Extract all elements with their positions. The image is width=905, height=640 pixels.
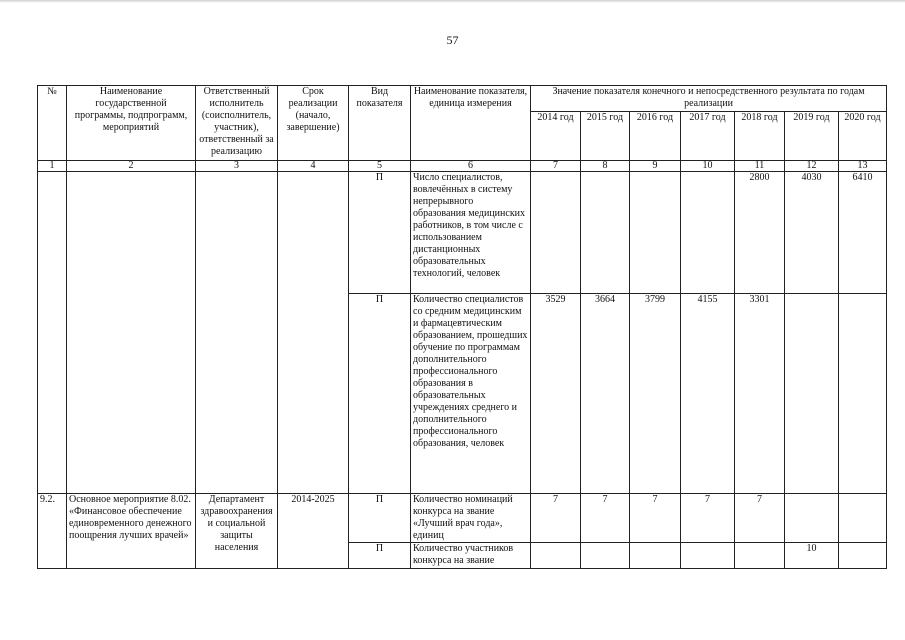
header-year-2016: 2016 год: [630, 112, 681, 161]
value-cell: [839, 294, 887, 494]
value-cell: [839, 543, 887, 569]
value-cell: 3664: [581, 294, 630, 494]
table-row: [38, 172, 887, 294]
value-cell: 4155: [681, 294, 735, 494]
indicators-table: [37, 85, 887, 569]
indicator-type: П: [349, 543, 411, 569]
header-program: Наименование государственной программы, подпрограмм, мероприятий: [67, 86, 196, 161]
indicator-name: Число специалистов, вовлечённых в систему непрерывного образования медицинских работников, в том числе с использованием дистанционных образовательных технологий, человек: [411, 172, 531, 294]
scan-edge: [0, 0, 905, 3]
page-number: 57: [446, 33, 459, 47]
header-type: Вид показателя: [349, 86, 411, 161]
column-number: 4: [278, 161, 349, 172]
header-year-2015: 2015 год: [581, 112, 630, 161]
column-number: 5: [349, 161, 411, 172]
empty-cell: [67, 172, 196, 494]
column-number: 2: [67, 161, 196, 172]
value-cell: [839, 494, 887, 543]
header-term: Срок реализации (начало, завершение): [278, 86, 349, 161]
value-cell: [681, 172, 735, 294]
value-cell: [630, 172, 681, 294]
column-number: 6: [411, 161, 531, 172]
header-number: №: [38, 86, 67, 161]
indicator-type: П: [349, 294, 411, 494]
implementation-term: 2014-2025: [278, 494, 349, 569]
value-cell: [785, 494, 839, 543]
empty-cell: [278, 172, 349, 494]
column-number: 9: [630, 161, 681, 172]
value-cell: [630, 543, 681, 569]
column-number: 10: [681, 161, 735, 172]
value-cell: 3301: [735, 294, 785, 494]
indicator-type: П: [349, 172, 411, 294]
column-number: 12: [785, 161, 839, 172]
value-cell: [681, 543, 735, 569]
column-number: 13: [839, 161, 887, 172]
column-number: 7: [531, 161, 581, 172]
table-row: [38, 494, 887, 543]
header-year-2017: 2017 год: [681, 112, 735, 161]
header-year-2020: 2020 год: [839, 112, 887, 161]
value-cell: 3529: [531, 294, 581, 494]
value-cell: [785, 294, 839, 494]
indicator-name: Количество участников конкурса на звание: [411, 543, 531, 569]
executor-name: Департамент здравоохранения и социальной защиты населения: [196, 494, 278, 569]
column-number: 3: [196, 161, 278, 172]
empty-cell: [38, 172, 67, 494]
value-cell: [531, 543, 581, 569]
column-number: 11: [735, 161, 785, 172]
column-numbers-row: [38, 161, 887, 172]
header-values: Значение показателя конечного и непосредственного результата по годам реализации: [531, 86, 887, 112]
value-cell: [581, 543, 630, 569]
indicator-type: П: [349, 494, 411, 543]
value-cell: 4030: [785, 172, 839, 294]
program-name: Основное мероприятие 8.02. «Финансовое обеспечение единовременного денежного поощрения лучших врачей»: [67, 494, 196, 569]
value-cell: 7: [531, 494, 581, 543]
value-cell: 7: [581, 494, 630, 543]
column-number: 8: [581, 161, 630, 172]
value-cell: 7: [630, 494, 681, 543]
value-cell: [531, 172, 581, 294]
empty-cell: [196, 172, 278, 494]
value-cell: 7: [681, 494, 735, 543]
header-year-2018: 2018 год: [735, 112, 785, 161]
indicator-name: Количество специалистов со средним медицинским и фармацевтическим образованием, прошедших обучение по программам дополнительного профессионального образования в образовательных учреждениях среднего и дополнительного профессионального образования, человек: [411, 294, 531, 494]
header-executor: Ответственный исполнитель (соисполнитель, участник), ответственный за реализацию: [196, 86, 278, 161]
value-cell: 6410: [839, 172, 887, 294]
header-year-2014: 2014 год: [531, 112, 581, 161]
header-indicator: Наименование показателя, единица измерения: [411, 86, 531, 161]
value-cell: 2800: [735, 172, 785, 294]
row-number: 9.2.: [38, 494, 67, 569]
header-year-2019: 2019 год: [785, 112, 839, 161]
value-cell: [735, 543, 785, 569]
value-cell: 7: [735, 494, 785, 543]
value-cell: 10: [785, 543, 839, 569]
value-cell: [581, 172, 630, 294]
value-cell: 3799: [630, 294, 681, 494]
column-number: 1: [38, 161, 67, 172]
indicator-name: Количество номинаций конкурса на звание «Лучший врач года», единиц: [411, 494, 531, 543]
